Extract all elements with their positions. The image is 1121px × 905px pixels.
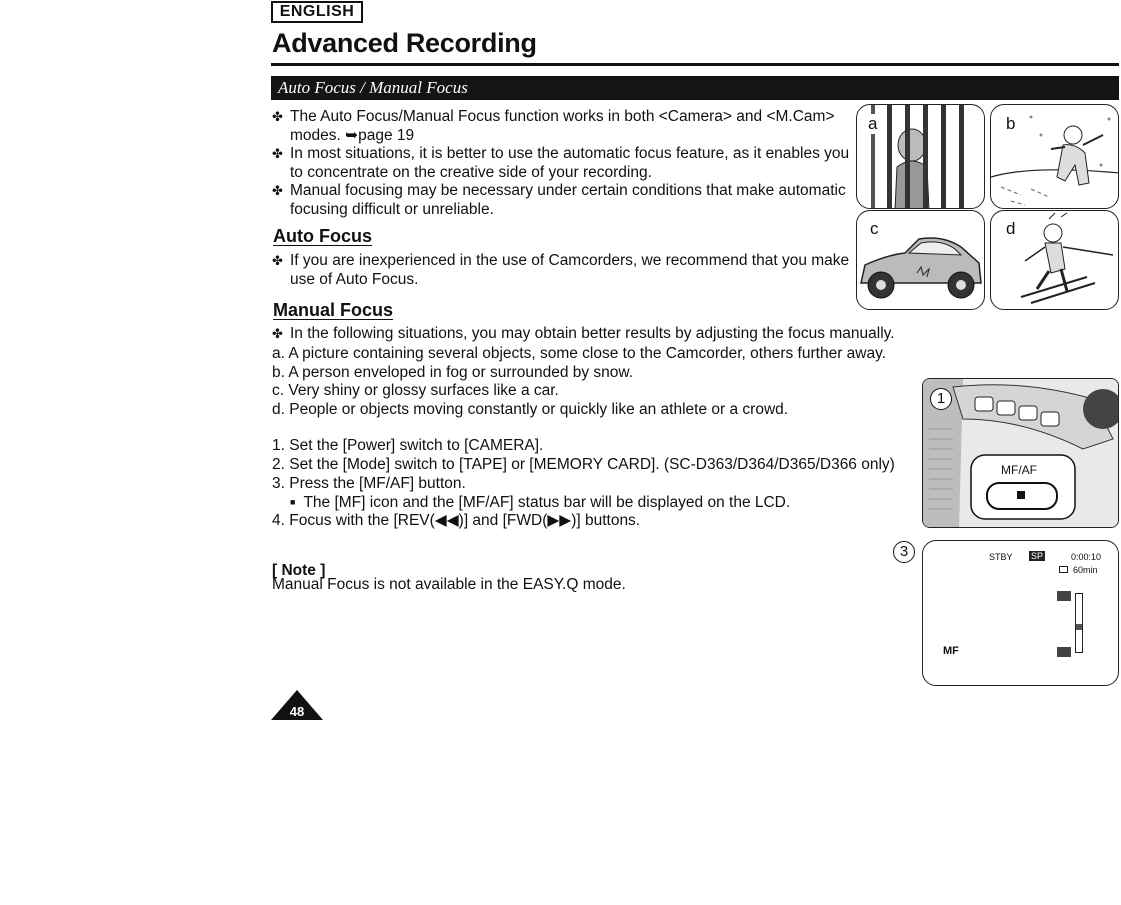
camcorder-closeup-art (923, 379, 1119, 528)
auto-focus-bullet: ✤ If you are inexperienced in the use of Camcorders, we recommend that you make use of Auto Focus. (272, 252, 852, 289)
page-number: 48 (289, 704, 305, 719)
step-3: 3. Press the [MF/AF] button. (272, 475, 466, 492)
note-heading: [ Note ] (272, 562, 326, 579)
mf-icon: MF (943, 645, 959, 657)
case-item: b. A person enveloped in fog or surrounded by snow. (272, 364, 634, 381)
title-divider (271, 63, 1119, 66)
note-body: Manual Focus is not available in the EASY.Q mode. (272, 576, 626, 593)
page-title: Advanced Recording (272, 28, 537, 58)
step-4: 4. Focus with the [REV(◀◀)] and [FWD(▶▶)] buttons. (272, 512, 641, 529)
focus-status-marker (1076, 624, 1082, 630)
intro-bullet: ✤ The Auto Focus/Manual Focus function works in both <Camera> and <M.Cam> modes. ➥page 19 (272, 108, 852, 145)
callout-step-3: 3 (893, 541, 915, 563)
lcd-remaining: 60min (1073, 565, 1098, 575)
fwd-icon (1057, 647, 1071, 657)
page-number-badge (271, 690, 323, 720)
lcd-screen (922, 540, 1119, 686)
focus-status-bar (1075, 593, 1083, 653)
manual-focus-bullets (272, 325, 912, 344)
illustration-label-b: b (1006, 114, 1016, 133)
case-item: c. Very shiny or glossy surfaces like a car. (272, 382, 559, 399)
language-badge: ENGLISH (271, 1, 363, 23)
intro-bullet-list (272, 108, 852, 219)
rev-icon (1057, 591, 1071, 601)
illustration-label-d: d (1006, 219, 1016, 238)
callout-step-1: 1 (930, 388, 952, 410)
step-2: 2. Set the [Mode] switch to [TAPE] or [MEMORY CARD]. (SC-D363/D364/D365/D366 only) (272, 456, 895, 473)
intro-bullet: ✤ In most situations, it is better to use the automatic focus feature, as it enables you to concentrate on the creative side of your recording. (272, 145, 852, 182)
tape-icon (1059, 566, 1068, 573)
auto-focus-heading: Auto Focus (273, 226, 372, 246)
auto-focus-bullets (272, 252, 852, 289)
lcd-timecode: 0:00:10 (1071, 552, 1102, 562)
intro-bullet: ✤ Manual focusing may be necessary under certain conditions that make automatic focusing difficult or unreliable. (272, 182, 852, 219)
lcd-status: STBY (989, 552, 1013, 562)
step-3-detail: ■ The [MF] icon and the [MF/AF] status bar will be displayed on the LCD. (290, 493, 790, 513)
manual-focus-bullet: ✤ In the following situations, you may obtain better results by adjusting the focus manually. (272, 325, 912, 344)
illustration-label-c: c (870, 219, 879, 238)
section-banner: Auto Focus / Manual Focus (271, 76, 1119, 100)
case-item: d. People or objects moving constantly or quickly like an athlete or a crowd. (272, 401, 789, 418)
lcd-mode-badge: SP (1031, 551, 1044, 561)
illustration-label-a: a (868, 114, 878, 133)
manual-focus-heading: Manual Focus (273, 300, 394, 320)
case-item: a. A picture containing several objects, some close to the Camcorder, others further away. (272, 345, 886, 362)
mf-af-button-label: MF/AF (1001, 463, 1037, 477)
step-1: 1. Set the [Power] switch to [CAMERA]. (272, 437, 544, 454)
